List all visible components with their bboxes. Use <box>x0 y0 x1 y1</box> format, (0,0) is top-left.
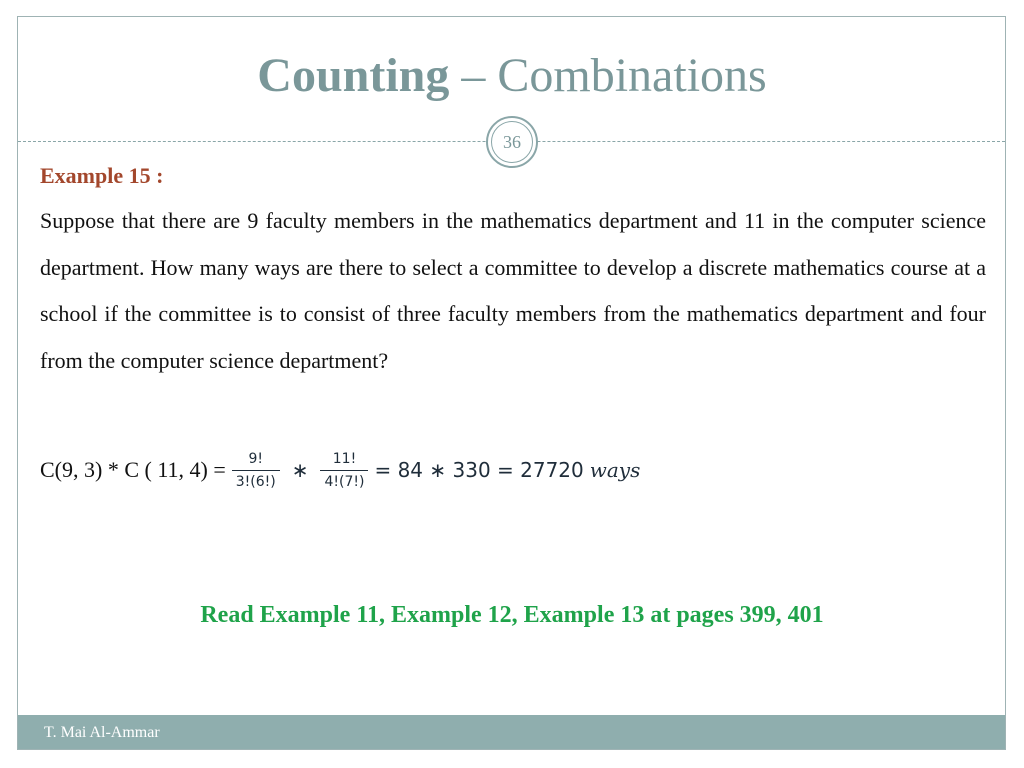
fraction-2-numerator: 11! <box>332 450 357 467</box>
reading-note: Read Example 11, Example 12, Example 13 at pages 399, 401 <box>200 602 824 628</box>
page-number: 36 <box>491 121 533 163</box>
fraction-1 <box>232 451 280 490</box>
formula-result: = 84 ∗ 330 = 27720 <box>374 458 584 482</box>
footer-author: T. Mai Al-Ammar <box>44 724 160 741</box>
formula <box>40 442 640 498</box>
title-bold: Counting <box>257 49 450 102</box>
multiply-operator: ∗ <box>291 458 309 482</box>
example-label: Example 15 : <box>40 163 164 188</box>
fraction-1-numerator: 9! <box>248 450 263 467</box>
slide-title <box>0 44 1024 108</box>
formula-lhs: C(9, 3) * C ( 11, 4) = <box>40 457 226 482</box>
formula-unit: ways <box>589 458 641 482</box>
footer-bar <box>18 715 1005 749</box>
fraction-2-denominator: 4!(7!) <box>320 470 368 490</box>
page-number-badge <box>486 116 538 168</box>
problem-statement: Suppose that there are 9 faculty members in the mathematics department and 11 in the computer science department. How many ways are there to select a committee to develop a discrete mathematics course at a school if the committee is to consist of three faculty members from the mathematics department and four from the computer science department? <box>40 208 986 373</box>
fraction-1-denominator: 3!(6!) <box>232 470 280 490</box>
fraction-2 <box>320 451 368 490</box>
title-rest: – Combinations <box>449 49 767 102</box>
